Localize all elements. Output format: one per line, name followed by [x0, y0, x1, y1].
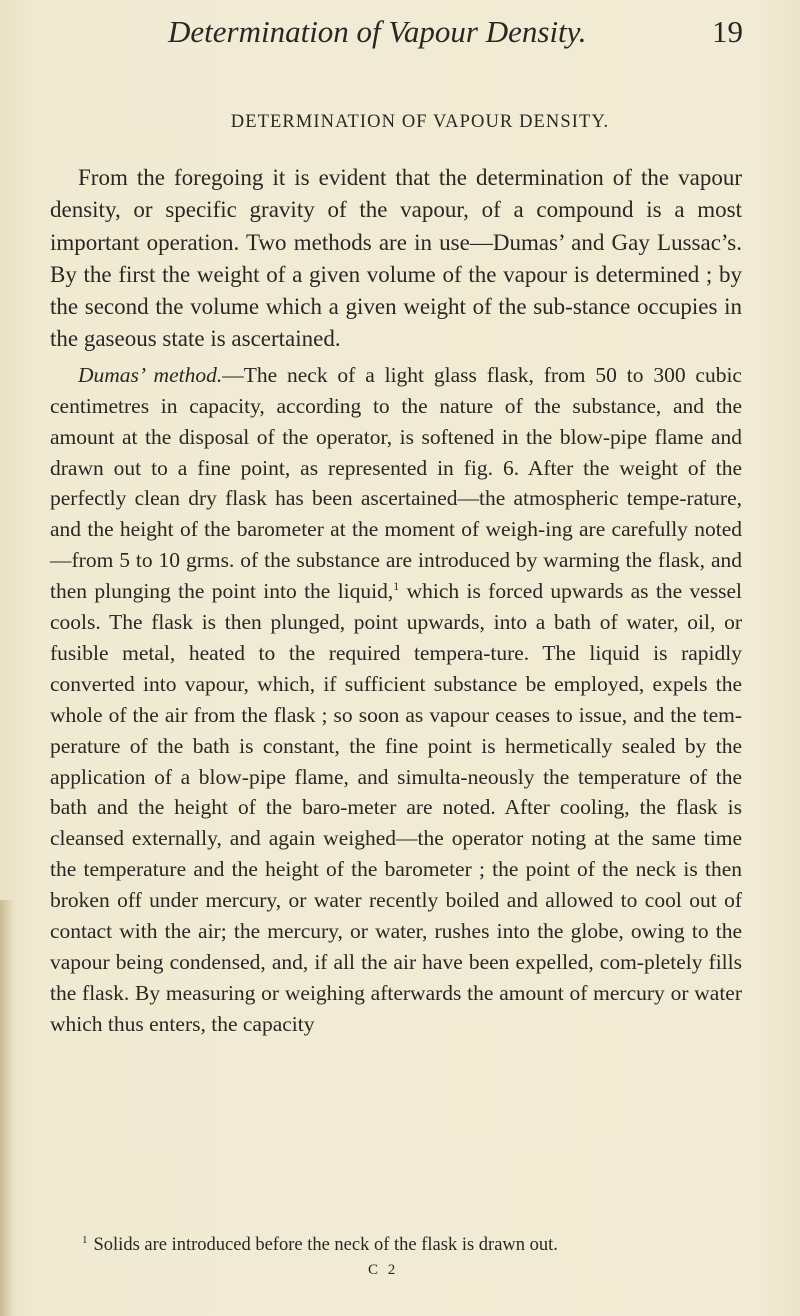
footnote-mark: 1 — [82, 1234, 88, 1246]
footnote-reference: 1 — [393, 578, 400, 593]
running-head-title: Determination of Vapour Density. — [168, 14, 587, 49]
method-heading: Dumas’ method. — [78, 362, 223, 387]
page-number: 19 — [712, 14, 743, 49]
intro-paragraph: From the foregoing it is evident that the determination of the vapour density, or specific gravity of the vapour, of a compound is a most important operation. Two methods are in use—Dumas’ and Gay Lussac’s. By the first the weight of a given volume of the vapour is determined ; by the second the volume which a given weight of the sub-stance occupies in the gaseous state is ascertained. — [50, 165, 742, 352]
body-text — [50, 162, 742, 1040]
method-paragraph — [50, 360, 742, 1040]
method-text-part2: which is forced upwards as the vessel cools. The flask is then plunged, point upwards, into a bath of water, oil, or fusible metal, heated to the required tempera-ture. The liquid is rapidly converted into vapour, which, if sufficient substance be employed, expels the whole of the air from the flask ; so soon as vapour ceases to issue, and the tem-perature of the bath is constant, the fine point is hermetically sealed by the application of a blow-pipe flame, and simulta-neously the temperature of the bath and the height of the baro-meter are noted. After cooling, the flask is cleansed externally, and again weighed—the operator noting at the same time the temperature and the height of the barometer ; the point of the neck is then broken off under mercury, or water recently boiled and allowed to cool out of contact with the air; the mercury, or water, rushes into the globe, owing to the vapour being condensed, and, if all the air have been expelled, com-pletely fills the flask. By measuring or weighing afterwards the amount of mercury or water which thus enters, the capacity — [50, 579, 743, 1036]
footnote-text: Solids are introduced before the neck of the flask is drawn out. — [93, 1235, 558, 1256]
page-edge-shadow — [0, 900, 14, 1316]
section-title: DETERMINATION OF VAPOUR DENSITY. — [230, 112, 610, 132]
footnote — [82, 1234, 742, 1256]
printer-signature-mark: C 2 — [368, 1262, 399, 1278]
method-text-part1: —The neck of a light glass flask, from 50 to 300 cubic centimetres in capacity, according to the nature of the substance, and the amount at the disposal of the operator, is softened in the blow-pipe flame and drawn out to a fine point, as represented in fig. 6. After the weight of the perfectly clean dry flask has been ascertained—the atmospheric tempe-rature, and the height of the barometer at the moment of weigh-ing are carefully noted—from 5 to 10 grms. of the substance are introduced by warming the flask, and then plunging the point into the liquid, — [50, 362, 742, 604]
